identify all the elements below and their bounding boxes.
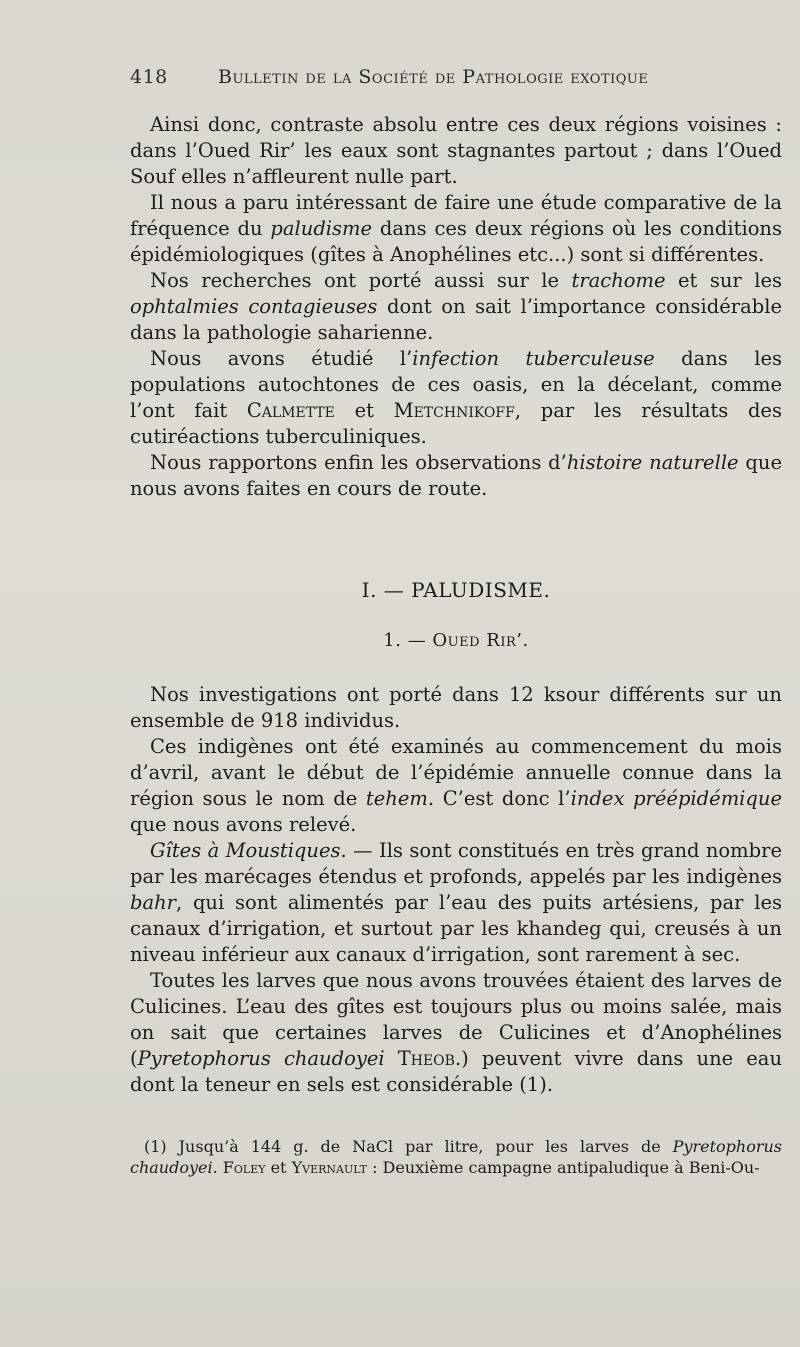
paragraph: Gîtes à Moustiques. — Ils sont constitués en très grand nombre par les marécages étendus et profonds, appelés par les indigènes bahr, qui sont alimentés par l’eau des puits artésiens, par les canaux d’irrigation, et surtout par les khandeg qui, creusés à un niveau inférieur aux canaux d’irrigation, sont rarement à sec. [130,839,783,966]
paragraph: Nos investigations ont porté dans 12 ksour différents sur un ensemble de 918 individus. [130,683,782,732]
section-heading: I. — PALUDISME. [361,578,551,602]
paragraph: Ainsi donc, contraste absolu entre ces deux régions voisines : dans l’Oued Rir’ les eaux sont stagnantes partout ; dans l’Oued Souf elles n’affleurent nulle part. [130,113,782,188]
intro-text [130,112,782,502]
paragraph: Nous avons étudié l’infection tuberculeuse dans les populations autochtones de ces oasis, en la décelant, comme l’ont fait Calmette et Metchnikoff, par les résultats des cutiréactions tuberculiniques. [130,347,782,448]
paragraph: Ces indigènes ont été examinés au commencement du mois d’avril, avant le début de l’épidémie annuelle connue dans la région sous le nom de tehem. C’est donc l’index préépidémique que nous avons relevé. [130,735,783,836]
page-number: 418 [130,66,168,88]
paragraph: Nous rapportons enfin les observations d’histoire naturelle que nous avons faites en cours de route. [130,451,783,500]
paragraph: Il nous a paru intéressant de faire une étude comparative de la fréquence du paludisme dans ces deux régions où les conditions épidémiologiques (gîtes à Anophélines etc...) sont si différentes. [130,191,783,266]
paragraph: Toutes les larves que nous avons trouvées étaient des larves de Culicines. L’eau des gîtes est toujours plus ou moins salée, mais on sait que certaines larves de Culicines et d’Anophélines (Pyretophorus chaudoyei Theob.) peuvent vivre dans une eau dont la teneur en sels est considérable (1). [130,969,782,1096]
subsection-heading: 1. — Oued Rir’. [383,630,529,651]
running-title: Bulletin de la Société de Pathologie exotique [218,66,649,88]
section-text [130,682,782,1098]
footnote: (1) Jusqu’à 144 g. de NaCl par litre, pour les larves de Pyretophorus chaudoyei. Foley et Yvernault : Deuxième campagne antipaludique à Beni-Ou- [130,1137,782,1177]
paragraph: Nos recherches ont porté aussi sur le trachome et sur les ophtalmies contagieuses dont on sait l’importance considérable dans la pathologie saharienne. [130,269,782,344]
